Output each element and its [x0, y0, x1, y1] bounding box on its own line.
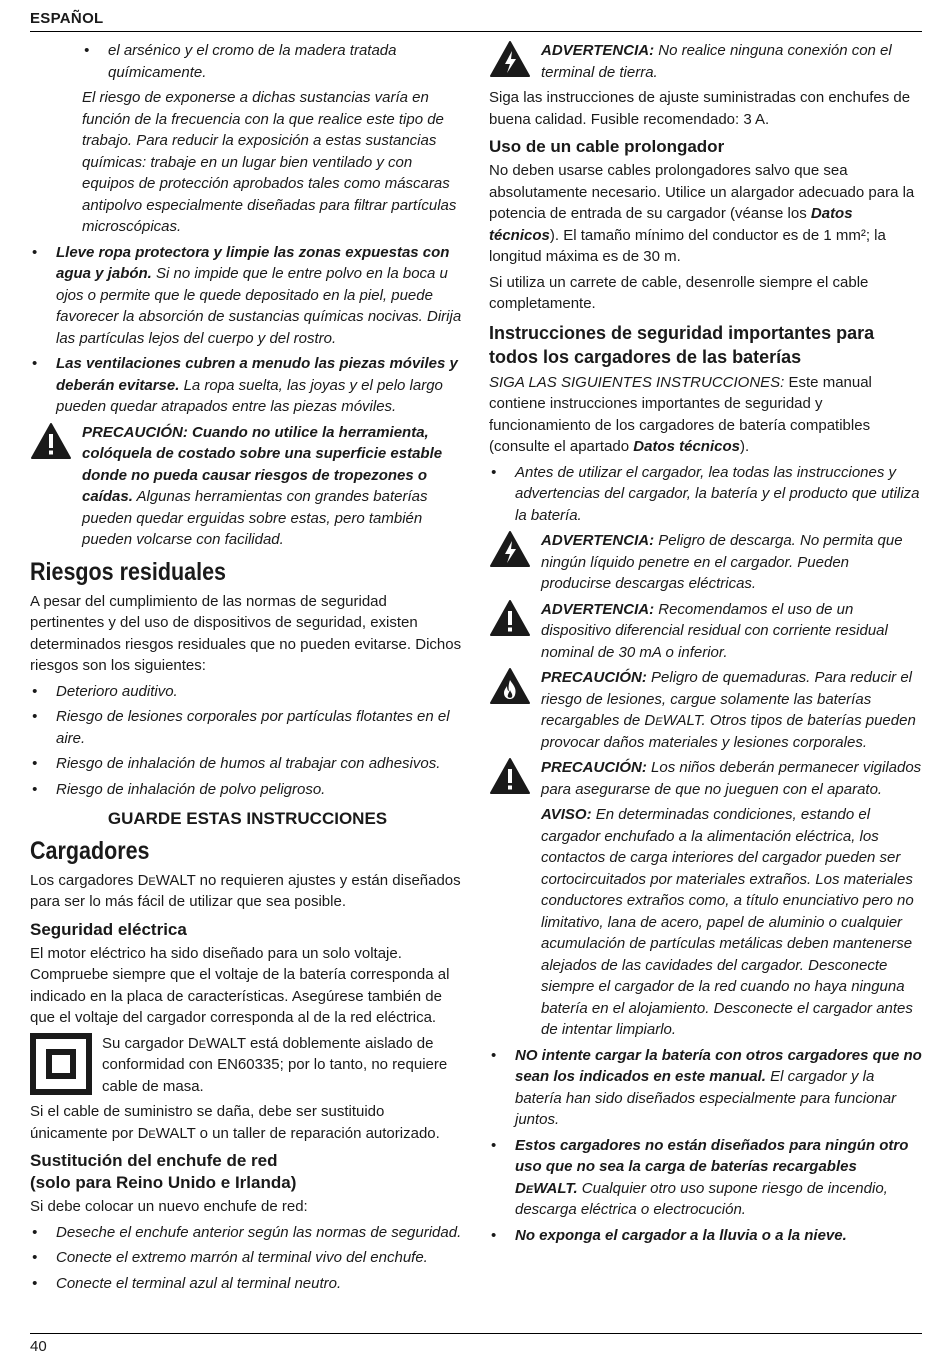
extension-cable-paragraph: No deben usarse cables prolongadores salvo que sea absolutamente necesario. Utilice un alargador adecuado para la potencia de entrada de su cargador (véanse los Datos técnicos). El tamaño mínimo del conductor es de 1 mm²; la longitud máxima es de 30 m.	[489, 162, 915, 265]
electric-shock-icon	[489, 40, 531, 80]
residual-list	[30, 681, 465, 801]
electrical-safety-title: Seguridad eléctrica	[30, 919, 187, 939]
charger-rules-list	[489, 1045, 923, 1247]
list-item: • Deseche el enchufe anterior según las normas de seguridad.	[30, 1222, 465, 1244]
list-item: • Riesgo de lesiones corporales por partículas flotantes en el aire.	[30, 706, 465, 749]
cable-paragraph: Si el cable de suministro se daña, debe ser sustituido únicamente por DeWALT o un taller de reparación autorizado.	[30, 1103, 440, 1142]
header-rule	[30, 31, 922, 32]
follow-instructions-paragraph: SIGA LAS SIGUIENTES INSTRUCCIONES: Este manual contiene instrucciones importantes de seguridad y funcionamiento de los cargadores de batería compatibles (consulte el apartado Datos técnicos).	[489, 373, 872, 455]
caution-block: PRECAUCIÓN: Cuando no utilice la herramienta, colóquela de costado sobre una superficie estable donde no pueda causar riesgos de tropezones o caídas. Algunas herramientas con grandes baterías pueden quedar erguidas sobre estas, pero también pueden volcarse con facilidad.	[30, 422, 465, 551]
list-item: • Lleve ropa protectora y limpie las zonas expuestas con agua y jabón. Si no impide que le entre polvo en la boca u ojos o permite que le quede depositado en la piel, puede favorecer la absorción de sustancias químicas nocivas. Dirija las partículas lejos del cuerpo y del rostro.	[30, 242, 465, 350]
warning-triangle-icon	[489, 757, 531, 797]
charger-safety-title: Instrucciones de seguridad importantes para todos los cargadores de las baterías	[489, 322, 875, 367]
residual-risks-title: Riesgos residuales	[30, 557, 226, 586]
fire-hazard-icon	[489, 667, 531, 707]
fuse-paragraph: Siga las instrucciones de ajuste suministradas con enchufes de buena calidad. Fusible recomendado: 3 A.	[489, 89, 911, 128]
electric-shock-icon	[489, 530, 531, 570]
footer-rule	[30, 1333, 922, 1334]
extension-cable-title: Uso de un cable prolongador	[489, 137, 725, 156]
list-item: • Conecte el extremo marrón al terminal vivo del enchufe.	[30, 1247, 465, 1269]
warning-triangle-icon	[30, 422, 72, 462]
list-item: • Antes de utilizar el cargador, lea todas las instrucciones y advertencias del cargador, la batería y el producto que utiliza la batería.	[489, 462, 923, 527]
double-insulation-block: Su cargador DeWALT está doblemente aislado de conformidad con EN60335; por lo tanto, no requiere cable de masa.	[30, 1033, 465, 1098]
list-item: • Las ventilaciones cubren a menudo las piezas móviles y deberán evitarse. La ropa suelta, las joyas y el pelo largo pueden quedar atrapados entre las piezas móviles.	[30, 353, 465, 418]
cable-reel-paragraph: Si utiliza un carrete de cable, desenrolle siempre el cable completamente.	[489, 273, 869, 312]
right-column	[489, 40, 923, 1250]
risk-paragraph: El riesgo de exponerse a dichas sustancias varía en función de la frecuencia con la que realice este tipo de trabajo. Para reducir la exposición a estas sustancias químicas: trabaje en un lugar bien ventilado y con equipos de protección aprobados tales como máscaras antipolvo especialmente diseñadas para filtrar partículas microscópicas.	[82, 89, 457, 235]
sub-list	[82, 40, 465, 83]
page-number: 40	[30, 1338, 47, 1355]
list-item: • Riesgo de inhalación de humos al trabajar con adhesivos.	[30, 753, 465, 775]
list-item: • NO intente cargar la batería con otros cargadores que no sean los indicados en este manual. El cargador y la batería han sido diseñados especialmente para funcionar juntos.	[489, 1045, 923, 1131]
chargers-title: Cargadores	[30, 836, 150, 865]
list-item: • No exponga el cargador a la lluvia o a la nieve.	[489, 1225, 923, 1247]
save-instructions-heading: GUARDE ESTAS INSTRUCCIONES	[107, 809, 388, 828]
shock-warning-block: ADVERTENCIA: Peligro de descarga. No permita que ningún líquido penetre en el cargador. Pueden producirse descargas eléctricas.	[489, 530, 923, 595]
warning-triangle-icon	[489, 599, 531, 639]
list-item: • Riesgo de inhalación de polvo peligroso.	[30, 779, 465, 801]
children-caution-block: PRECAUCIÓN: Los niños deberán permanecer vigilados para asegurarse de que no jueguen con el aparato.	[489, 757, 923, 800]
plug-list	[30, 1222, 465, 1295]
plug-replacement-title: Sustitución del enchufe de red	[30, 1151, 278, 1170]
double-insulation-icon	[30, 1033, 92, 1095]
protective-list	[30, 242, 465, 418]
chargers-paragraph: Los cargadores DeWALT no requieren ajustes y están diseñados para ser lo más fácil de utilizar que sea posible.	[30, 871, 461, 910]
list-item: • Deterioro auditivo.	[30, 681, 465, 703]
notice-paragraph: AVISO: En determinadas condiciones, estando el cargador enchufado a la alimentación eléctrica, los contactos de carga interiores del cargador pueden ser cortocircuitados por materiales extraños. Los materiales conductores extraños como, a título enunciativo pero no limitativo, lana de acero, papel de aluminio o cualquier acumulación de partículas metálicas deben mantenerse alejados de las cavidades del cargador. Desconecte siempre el cargador de la red cuando no haya ninguna batería en el alojamiento. Desconecte el cargador antes de intentar limpiarlo.	[541, 806, 914, 1038]
before-list	[489, 462, 923, 527]
burn-caution-block: PRECAUCIÓN: Peligro de quemaduras. Para reducir el riesgo de lesiones, cargue solamente las baterías recargables de DeWALT. Otros tipos de baterías pueden provocar daños materiales y lesiones corporales.	[489, 667, 923, 753]
left-column	[30, 40, 465, 1298]
list-item: • Estos cargadores no están diseñados para ningún otro uso que no sea la carga de baterías recargables DeWALT. Cualquier otro uso supone riesgo de incendio, descarga eléctrica o electrocución.	[489, 1135, 923, 1221]
plug-intro: Si debe colocar un nuevo enchufe de red:	[30, 1198, 308, 1215]
residual-intro: A pesar del cumplimiento de las normas de seguridad pertinentes y del uso de dispositivos de seguridad, existen determinados riesgos residuales que no pueden evitarse. Dichos riesgos son los siguientes:	[30, 592, 462, 674]
rcd-warning-block: ADVERTENCIA: Recomendamos el uso de un dispositivo diferencial residual con corriente residual nominal de 30 mA o inferior.	[489, 599, 923, 664]
earth-warning-block: ADVERTENCIA: No realice ninguna conexión con el terminal de tierra.	[489, 40, 923, 83]
electrical-safety-paragraph: El motor eléctrico ha sido diseñado para un solo voltaje. Compruebe siempre que el voltaje de la batería corresponda al indicado en la placa de características. Asegúrese también de que el voltaje del cargador corresponda al de la red eléctrica.	[30, 944, 450, 1026]
language-header: ESPAÑOL	[30, 10, 104, 27]
plug-replacement-subtitle: (solo para Reino Unido e Irlanda)	[30, 1173, 297, 1192]
list-item: • Conecte el terminal azul al terminal neutro.	[30, 1273, 465, 1295]
list-item: • el arsénico y el cromo de la madera tratada químicamente.	[82, 40, 465, 83]
